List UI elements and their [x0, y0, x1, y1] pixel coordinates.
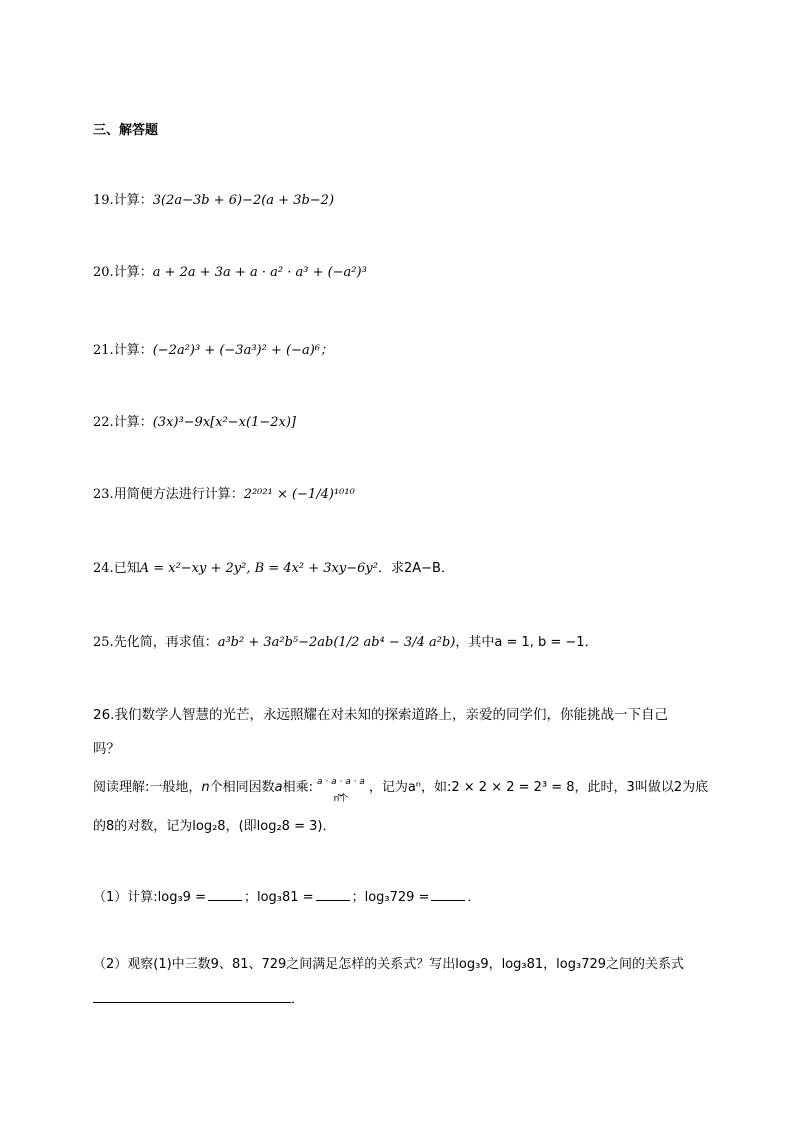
- brace-top: a · a · a · a: [317, 777, 365, 787]
- question-23: [93, 486, 355, 504]
- question-number: 21.: [93, 343, 114, 358]
- question-26-part2: [93, 956, 684, 974]
- answer-blank-2[interactable]: [316, 888, 350, 901]
- underbrace-icon: ⏟: [337, 785, 344, 796]
- question-number: 23.: [93, 487, 114, 502]
- answer-blank-3[interactable]: [431, 888, 465, 901]
- question-tail: ，其中a = 1, b = −1．: [455, 635, 598, 650]
- question-24: [93, 560, 454, 578]
- question-25: [93, 634, 598, 652]
- question-tail: ．求2A−B．: [377, 561, 454, 576]
- part1-item-1: log₃9 =: [157, 890, 206, 905]
- question-expression: a³b² + 3a²b⁵−2ab(1/2 ab⁴ − 3/4 a²b): [217, 635, 456, 650]
- question-text: 吗？: [93, 741, 120, 757]
- question-26-part1: [93, 888, 480, 907]
- reading-note: ，记为aⁿ，如:2 × 2 × 2 = 2³ = 8，此时，3叫做以2为底: [368, 780, 709, 795]
- question-number: 19.: [93, 193, 114, 208]
- part1-item-3: ；log₃729 =: [351, 890, 430, 905]
- question-label: 计算：: [113, 193, 153, 208]
- underbrace-product: [317, 778, 365, 804]
- question-26-line1: [93, 706, 668, 724]
- question-expression: A = x²−xy + 2y², B = 4x² + 3xy−6y²: [139, 561, 378, 576]
- question-expression: 2²⁰²¹ × (−1/4)¹⁰¹⁰: [243, 487, 355, 502]
- part1-item-2: ；log₃81 =: [243, 890, 314, 905]
- question-label: 用简便方法进行计算：: [113, 487, 244, 502]
- part2-end: ．: [291, 992, 305, 1007]
- question-number: 22.: [93, 415, 114, 430]
- var-a: a: [274, 780, 283, 795]
- question-label: 计算：: [113, 265, 153, 280]
- question-number: 24.: [93, 561, 114, 576]
- question-number: 20.: [93, 265, 114, 280]
- part1-prefix: （1）计算:: [93, 890, 158, 905]
- brace-bottom: n个: [333, 794, 349, 804]
- question-label: 已知: [113, 561, 140, 576]
- question-19: [93, 192, 334, 210]
- question-26-part2-answer: [93, 990, 304, 1009]
- question-22: [93, 414, 296, 432]
- reading-comprehension-line1: [93, 778, 708, 804]
- question-number: 25.: [93, 635, 114, 650]
- part2-text: （2）观察(1)中三数9、81、729之间满足怎样的关系式？写出log₃9，log₃81，log₃729之间的关系式: [93, 957, 685, 972]
- reading-comprehension-line2: [93, 818, 335, 836]
- question-label: 计算：: [113, 343, 153, 358]
- section-title: 三、解答题: [93, 123, 159, 138]
- question-label: 计算：: [113, 415, 153, 430]
- question-expression: a + 2a + 3a + a · a² · a³ + (−a²)³: [152, 265, 367, 280]
- answer-blank-1[interactable]: [208, 888, 242, 901]
- question-26-line2: [93, 740, 120, 758]
- question-number: 26.: [93, 707, 115, 723]
- question-text: 我们数学人智慧的光芒，永远照耀在对未知的探索道路上，亲爱的同学们，你能挑战一下自己: [114, 707, 668, 723]
- answer-blank-long[interactable]: [93, 990, 291, 1003]
- reading-mid: 个相同因数: [209, 780, 275, 795]
- question-21: [93, 342, 333, 360]
- reading-prefix: 阅读理解:一般地，: [93, 780, 202, 795]
- part1-end: ．: [467, 890, 481, 905]
- question-expression: (3x)³−9x[x²−x(1−2x)]: [152, 415, 296, 430]
- reading-mul: 相乘:: [282, 780, 314, 795]
- var-n: n: [201, 780, 210, 795]
- question-expression: (−2a²)³ + (−3a³)² + (−a)⁶；: [152, 343, 333, 358]
- question-20: [93, 264, 367, 282]
- question-label: 先化简，再求值：: [113, 635, 218, 650]
- question-expression: 3(2a−3b + 6)−2(a + 3b−2): [152, 193, 335, 208]
- reading-line2: 的8的对数，记为log₂8，(即log₂8 = 3)．: [93, 819, 336, 834]
